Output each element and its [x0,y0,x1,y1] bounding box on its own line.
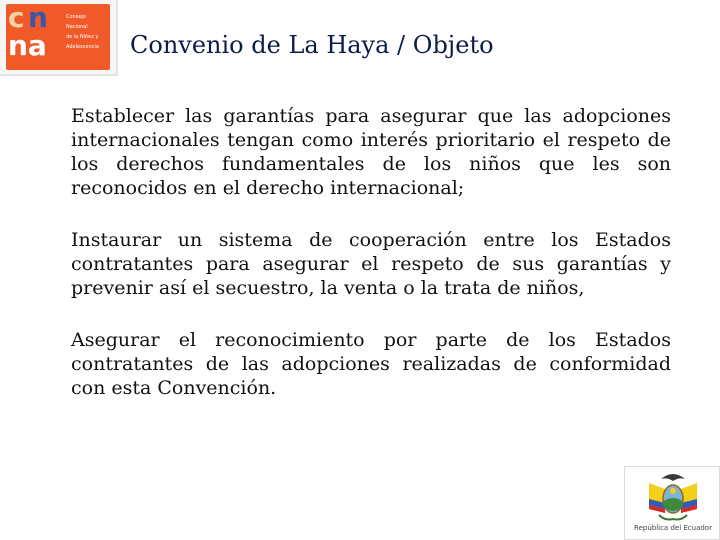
logo-text-line: Nacional [66,24,88,30]
paragraph-1: Establecer las garantías para asegurar que las adopciones internacionales tengan como interés prioritario el respeto de los derechos fundamentales de los niños que les son reconocidos en el derecho internacional; [71,105,671,199]
paragraph-3: Asegurar el reconocimiento por parte de los Estados contratantes de las adopciones realizadas de conformidad con esta Convención. [71,329,671,399]
logo-letter-n: n [28,1,48,34]
logo-text-line: de la Niñez y [66,34,99,40]
slide-title: Convenio de La Haya / Objeto [130,31,494,59]
logo-monogram [6,1,52,66]
paragraph-2: Instaurar un sistema de cooperación entre los Estados contratantes para asegurar el respeto de sus garantías y prevenir así el secuestro, la venta o la trata de niños, [71,229,671,299]
seal-caption: República del Ecuador [634,524,712,532]
logo-text [66,12,110,52]
ecuador-seal [624,466,720,540]
logo-letters-na: na [8,29,47,62]
ecuador-coat-of-arms-icon [643,469,703,525]
cnna-logo [0,0,118,76]
logo-text-line: Adolescencia [66,44,99,50]
logo-letter-c: c [8,1,25,34]
logo-text-line: Consejo [66,14,86,20]
slide-body [71,104,671,428]
